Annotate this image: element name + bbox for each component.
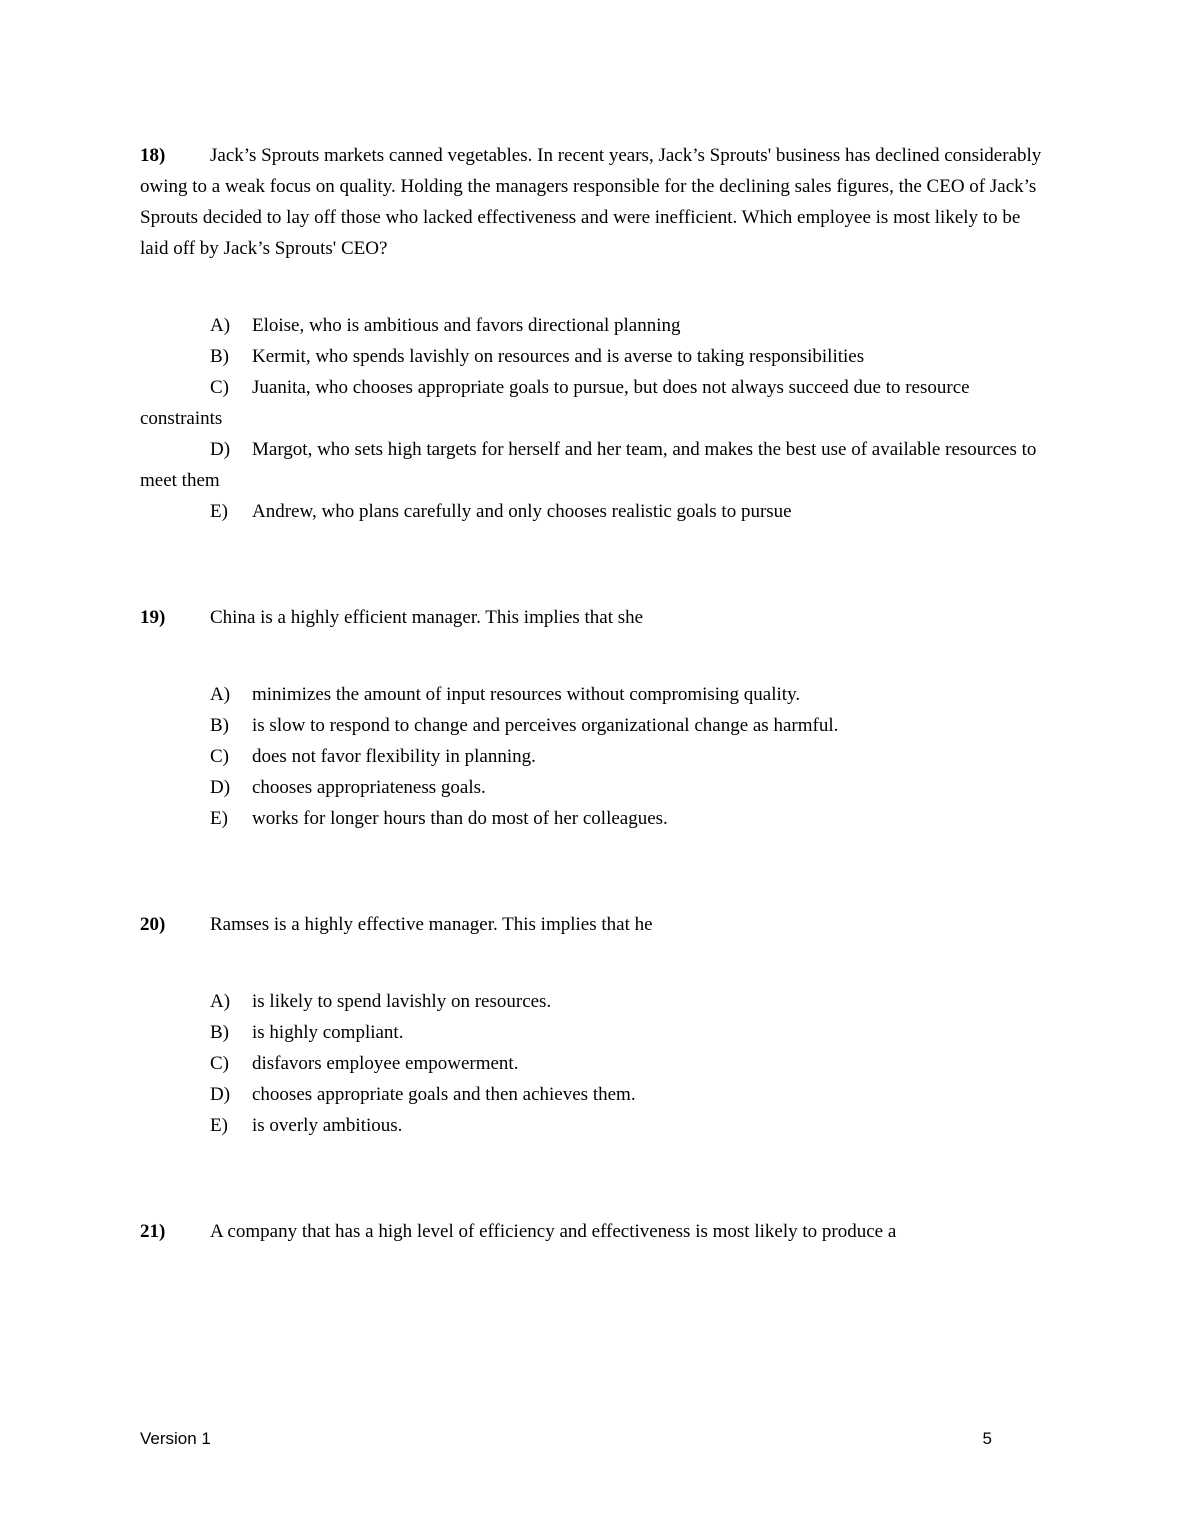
question-20-options [140, 986, 1050, 1141]
option-text: Eloise, who is ambitious and favors directional planning [252, 315, 681, 336]
option-text: disfavors employee empowerment. [252, 1053, 519, 1074]
option-text: does not favor flexibility in planning. [252, 746, 536, 767]
option [140, 1079, 1050, 1110]
question-21 [140, 1216, 1050, 1247]
question-18 [140, 140, 1050, 527]
question-18-body: Jack’s Sprouts markets canned vegetables. In recent years, Jack’s Sprouts' business has declined considerably owing to a weak focus on quality. Holding the managers responsible for the declining sales figures, the CEO of Jack’s Sprouts decided to lay off those who lacked effectiveness and were inefficient. Which employee is most likely to be laid off by Jack’s Sprouts' CEO? [140, 145, 1042, 259]
question-21-body: A company that has a high level of efficiency and effectiveness is most likely to produce a [210, 1221, 897, 1242]
question-19-options [140, 679, 1050, 834]
question-19-number: 19) [140, 607, 166, 628]
option [140, 772, 1050, 803]
option-letter: D) [210, 777, 231, 798]
question-18-options [140, 310, 1050, 527]
option [140, 803, 1050, 834]
option-text: is slow to respond to change and perceives organizational change as harmful. [252, 715, 839, 736]
option-letter: E) [210, 501, 228, 522]
question-19-text [140, 602, 1050, 633]
option-text: minimizes the amount of input resources without compromising quality. [252, 684, 801, 705]
option-letter: E) [210, 808, 228, 829]
option-letter: B) [210, 715, 229, 736]
option-letter: A) [210, 991, 231, 1012]
option-letter: B) [210, 346, 229, 367]
option-letter: A) [210, 684, 231, 705]
option-letter: C) [210, 1053, 229, 1074]
option [140, 434, 1050, 496]
question-18-number: 18) [140, 145, 166, 166]
option-text: Andrew, who plans carefully and only chooses realistic goals to pursue [252, 501, 792, 522]
option-text: Juanita, who chooses appropriate goals to pursue, but does not always succeed due to resource constraints [140, 377, 970, 429]
question-18-text [140, 140, 1050, 264]
option-letter: E) [210, 1115, 228, 1136]
option-letter: C) [210, 746, 229, 767]
option-text: is likely to spend lavishly on resources. [252, 991, 552, 1012]
option-letter: D) [210, 1084, 231, 1105]
question-19-body: China is a highly efficient manager. This implies that she [210, 607, 644, 628]
option [140, 310, 1050, 341]
option [140, 341, 1050, 372]
option [140, 1048, 1050, 1079]
option-text: chooses appropriate goals and then achieves them. [252, 1084, 636, 1105]
footer-page-number: 5 [982, 1429, 992, 1448]
option [140, 679, 1050, 710]
option [140, 496, 1050, 527]
option-text: Margot, who sets high targets for herself and her team, and makes the best use of available resources to meet them [140, 439, 1037, 491]
question-20-text [140, 909, 1050, 940]
option-text: Kermit, who spends lavishly on resources and is averse to taking responsibilities [252, 346, 865, 367]
option [140, 710, 1050, 741]
question-20 [140, 909, 1050, 1141]
option-text: chooses appropriateness goals. [252, 777, 486, 798]
question-19 [140, 602, 1050, 834]
option-letter: B) [210, 1022, 229, 1043]
option-text: works for longer hours than do most of her colleagues. [252, 808, 668, 829]
question-20-number: 20) [140, 914, 166, 935]
question-21-text [140, 1216, 1050, 1247]
question-21-number: 21) [140, 1221, 166, 1242]
option-letter: C) [210, 377, 229, 398]
option [140, 1110, 1050, 1141]
option-text: is highly compliant. [252, 1022, 404, 1043]
option [140, 741, 1050, 772]
option-letter: D) [210, 439, 231, 460]
footer-version-label: Version 1 [140, 1429, 211, 1448]
option-letter: A) [210, 315, 231, 336]
page-footer [140, 1428, 992, 1450]
option-text: is overly ambitious. [252, 1115, 403, 1136]
option [140, 986, 1050, 1017]
option [140, 372, 1050, 434]
option [140, 1017, 1050, 1048]
question-20-body: Ramses is a highly effective manager. This implies that he [210, 914, 653, 935]
